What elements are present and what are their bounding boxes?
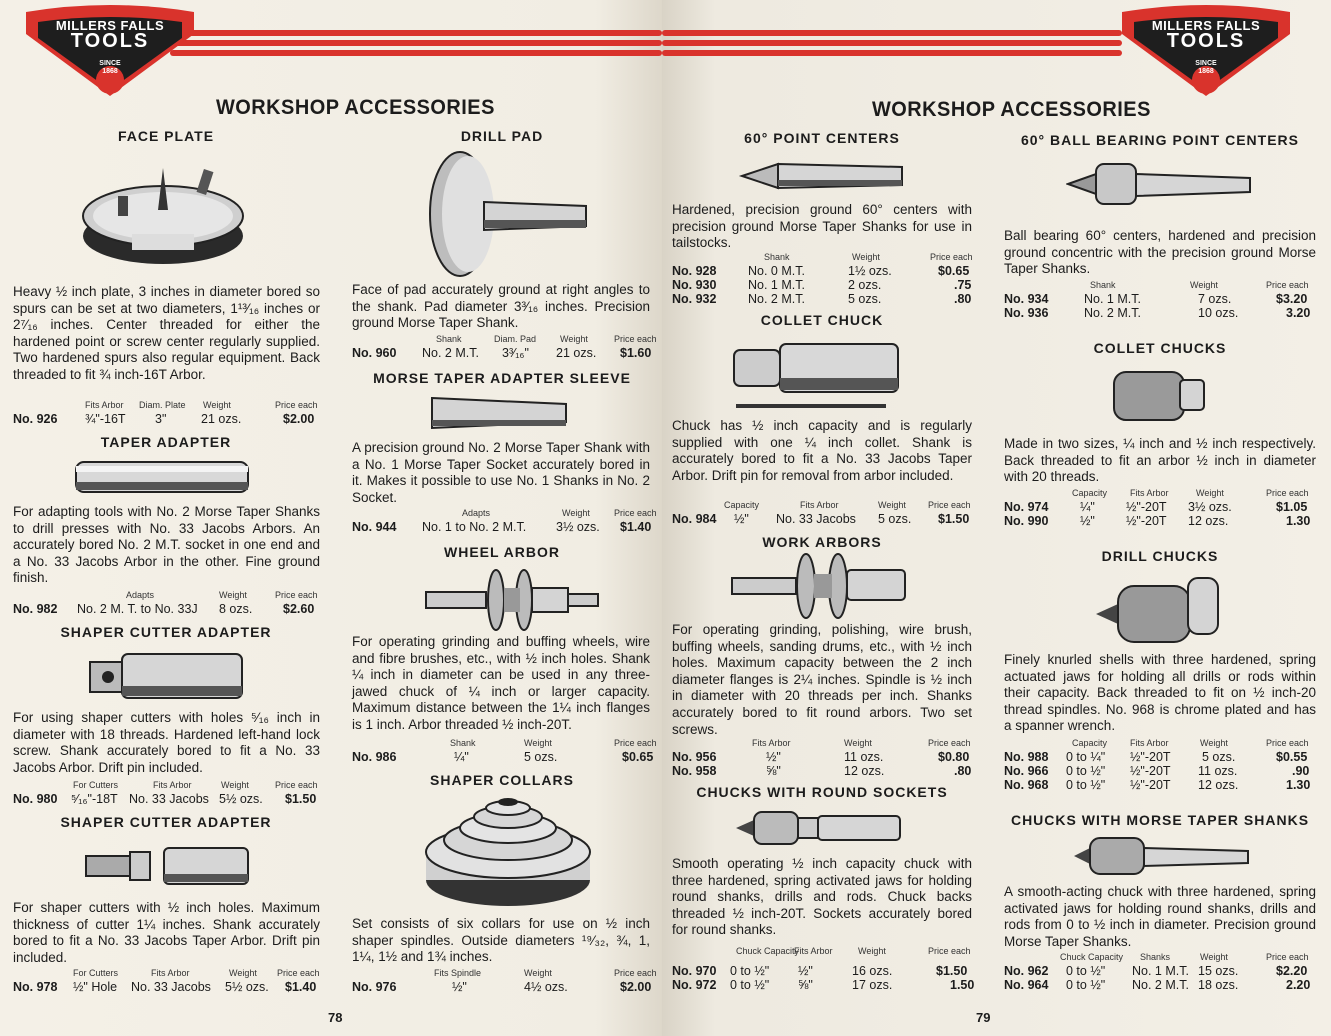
round-sockets-description: Smooth operating ½ inch capacity chuck with three hardened, spring activated jaws for holding round shanks, drills and rods. Chuck backs threaded ½ inch-20T. Sockets accurately bored for round shanks. [672,856,972,938]
ball-centers-description: Ball bearing 60° centers, hardened and precision ground concentric with the precision ground Morse Taper Shanks. [1004,228,1316,277]
morse-shanks-illustration [1072,834,1252,883]
catalog-page-right [662,0,1331,1036]
round-sockets-illustration [734,806,904,855]
drill-chucks-description: Finely knurled shells with three hardened, spring actuated jaws for holding all drills or rods within their capacity. Back threaded to fit on ½ inch-20 thread spindles. No. 968 is chrome plated and has a spanner wrench. [1004,652,1316,734]
drill-pad-illustration [424,150,594,285]
page-title: WORKSHOP ACCESSORIES [216,96,495,119]
ball-centers-illustration [1066,158,1256,213]
section-ball-bearing-centers: 60° BALL BEARING POINT CENTERS [1020,132,1300,148]
section-taper-adapter: TAPER ADAPTER [100,434,232,450]
header-stripes [662,30,1122,88]
logo-since: SINCE 1868 [1195,60,1217,75]
shaper-cutter-adapter-2-spec: For Cutters Fits Arbor Weight Price each No. 978 ½" Hole No. 33 Jacobs 5½ ozs. $1.40 [13,968,320,994]
morse-shanks-description: A smooth-acting chuck with three hardened, spring activated jaws for holding round shanks, drills and rods from 0 to ½ inch in diameter. Precision ground Morse Taper Shanks. [1004,884,1316,949]
page-number: 79 [976,1010,991,1025]
section-chucks-morse-taper-shanks: CHUCKS WITH MORSE TAPER SHANKS [1010,812,1310,828]
page-number: 78 [328,1010,343,1025]
collet-chucks-illustration [1110,366,1210,431]
shaper-cutter-adapter-2-description: For shaper cutters with ½ inch holes. Maximum thickness of cutter 1¼ inches. Shank accurately bored to fit a No. 33 Jacobs Taper Arbor. Drift pin included. [13,900,320,965]
face-plate-description: Heavy ½ inch plate, 3 inches in diameter bored so spurs can be set at two diameters, 1¹³⁄₁₆ inches or 2⁷⁄₁₆ inches. Center threaded for either the hardened point or screw center regularly supplied. Two hardened spurs also regular equipment. Back threaded to fit ¾ inch-16T Arbor. [13,284,320,382]
taper-adapter-spec: Adapts Weight Price each No. 982 No. 2 M. T. to No. 33J 8 ozs. $2.60 [13,590,318,616]
section-collet-chuck: COLLET CHUCK [760,312,884,328]
taper-adapter-description: For adapting tools with No. 2 Morse Taper Shanks to drill presses with No. 33 Jacobs Arbors. An accurately bored No. 2 M.T. socket in one end and a No. 33 Jacobs Arbor in the other. Fine ground finish. [13,504,320,586]
wheel-arbor-spec: Shank Weight Price each No. 986 ¼" 5 ozs. $0.65 [352,738,657,764]
section-shaper-cutter-adapter: SHAPER CUTTER ADAPTER [60,624,272,640]
section-shaper-collars: SHAPER COLLARS [430,772,574,788]
drill-pad-description: Face of pad accurately ground at right angles to the shank. Pad diameter 3³⁄₁₆ inches. Precision ground Morse Taper Shank. [352,282,650,331]
millers-falls-logo [1120,4,1292,92]
face-plate-illustration [80,158,250,273]
morse-sleeve-spec: Adapts Weight Price each No. 944 No. 1 to No. 2 M.T. 3½ ozs. $1.40 [352,508,657,534]
work-arbors-illustration [730,552,910,627]
collet-chuck-description: Chuck has ½ inch capacity and is regularly supplied with one ¼ inch collet. Shank is accurately bored to fit a No. 33 Jacobs Taper Arbor. Drift pin for removal from arbor included. [672,418,972,483]
collet-chucks-spec: Capacity Fits Arbor Weight Price each No. 974 ¼" ½"-20T 3½ ozs. $1.05 No. 990 ½" ½"-20T 12 ozs. 1.30 [1004,488,1311,528]
logo-brand: MILLERS FALLS [1151,18,1261,33]
catalog-page-left [0,0,662,1036]
point-centers-spec: Shank Weight Price each No. 928 No. 0 M.T. 1½ ozs. $0.65 No. 930 No. 1 M.T. 2 ozs. .75 No. 932 No. 2 M.T. 5 ozs. .80 [672,252,973,306]
morse-sleeve-description: A precision ground No. 2 Morse Taper Shank with a No. 1 Morse Taper Socket accurately bored in it. Makes it possible to use No. 1 Shanks in No. 2 Socket. [352,440,650,505]
shaper-cutter-adapter-2-illustration [84,842,254,897]
drill-chucks-spec: Capacity Fits Arbor Weight Price each No. 988 0 to ¼" ½"-20T 5 ozs. $0.55 No. 966 0 to ½" ½"-20T 11 ozs. .90 No. 968 0 to ½" ½"-20T 12 ozs. 1.30 [1004,738,1311,792]
section-face-plate [12,128,320,144]
section-morse-taper-adapter-sleeve: MORSE TAPER ADAPTER SLEEVE [373,370,631,386]
shaper-collars-description: Set consists of six collars for use on ½ inch shaper spindles. Outside diameters ¹⁹⁄₃₂, ¾, 1, 1¼, 1½ and 1¾ inches. [352,916,650,965]
section-wheel-arbor: WHEEL ARBOR [444,544,560,560]
shaper-collars-spec: Fits Spindle Weight Price each No. 976 ½" 4½ ozs. $2.00 [352,968,657,994]
section-drill-chucks: DRILL CHUCKS [1101,548,1219,564]
shaper-collars-illustration [424,792,594,917]
face-plate-spec: Fits Arbor Diam. Plate Weight Price each No. 926 ¾"-16T 3" 21 ozs. $2.00 [13,400,318,426]
wheel-arbor-description: For operating grinding and buffing wheels, wire and fibre brushes, etc., with ½ inch holes. Shank ¼ inch in diameter can be used in any three-jawed chuck of ¼ inch or larger capacity. Maximum distance between the 1¼ inch flanges is 1 inch. Arbor threaded ½ inch-20T. [352,634,650,732]
collet-chuck-illustration [732,334,902,419]
work-arbors-description: For operating grinding, polishing, wire brush, buffing wheels, sanding drums, etc., with ½ inch holes. Maximum capacity between the 2 inch diameter flanges is 2¼ inches. Spindle is ½ inch in diameter with 20 threads per inch. Shanks accurately bored to fit round arbors. Two set screws. [672,622,972,737]
drill-chucks-illustration [1094,570,1224,655]
drill-pad-spec: Shank Diam. Pad Weight Price each No. 960 No. 2 M.T. 3³⁄₁₆" 21 ozs. $1.60 [352,334,657,360]
shaper-cutter-adapter-description: For using shaper cutters with holes ⁵⁄₁₆ inch in diameter with 18 threads. Hardened left-hand lock screw. Shank accurately bored to fit a No. 33 Jacobs Arbor. Drift pin included. [13,710,320,775]
taper-adapter-illustration [74,458,254,503]
shaper-cutter-adapter-illustration [86,646,256,711]
collet-chuck-spec: Capacity Fits Arbor Weight Price each No. 984 ½" No. 33 Jacobs 5 ozs. $1.50 [672,500,971,526]
section-collet-chucks: COLLET CHUCKS [1093,340,1227,356]
logo-brand: MILLERS FALLS [55,18,165,33]
section-work-arbors: WORK ARBORS [762,534,882,550]
point-centers-illustration [738,156,908,201]
work-arbors-spec: Fits Arbor Weight Price each No. 956 ½" 11 ozs. $0.80 No. 958 ⅝" 12 ozs. .80 [672,738,972,778]
millers-falls-logo [24,4,196,92]
morse-shanks-spec: Chuck Capacity Shanks Weight Price each No. 962 0 to ½" No. 1 M.T. 15 ozs. $2.20 No. 964 0 to ½" No. 2 M.T. 18 ozs. 2.20 [1004,952,1311,992]
logo-tools: TOOLS [1166,30,1246,52]
ball-centers-spec: Shank Weight Price each No. 934 No. 1 M.T. 7 ozs. $3.20 No. 936 No. 2 M.T. 10 ozs. 3.20 [1004,280,1311,320]
section-point-centers: 60° POINT CENTERS [744,130,900,146]
collet-chucks-description: Made in two sizes, ¼ inch and ½ inch respectively. Back threaded to fit an arbor ½ inch in diameter with 20 threads. [1004,436,1316,485]
section-shaper-cutter-adapter-2: SHAPER CUTTER ADAPTER [60,814,272,830]
header-stripes [170,30,662,88]
logo-since: SINCE 1868 [99,60,121,75]
morse-sleeve-illustration [430,392,570,437]
section-drill-pad: DRILL PAD [460,128,544,144]
shaper-cutter-adapter-spec: For Cutters Fits Arbor Weight Price each No. 980 ⁵⁄₁₆"-18T No. 33 Jacobs 5½ ozs. $1.50 [13,780,318,806]
section-title: FACE PLATE [117,128,215,144]
section-chucks-round-sockets: CHUCKS WITH ROUND SOCKETS [696,784,948,800]
round-sockets-spec: Chuck Capacity Fits Arbor Weight Price each No. 970 0 to ½" ½" 16 ozs. $1.50 No. 972 0 to ½" ⅝" 17 ozs. 1.50 [672,946,975,992]
logo-tools: TOOLS [70,30,150,52]
page-title: WORKSHOP ACCESSORIES [872,98,1151,121]
wheel-arbor-illustration [424,566,604,641]
point-centers-description: Hardened, precision ground 60° centers with precision ground Morse Taper Shanks for use in tailstocks. [672,202,972,251]
